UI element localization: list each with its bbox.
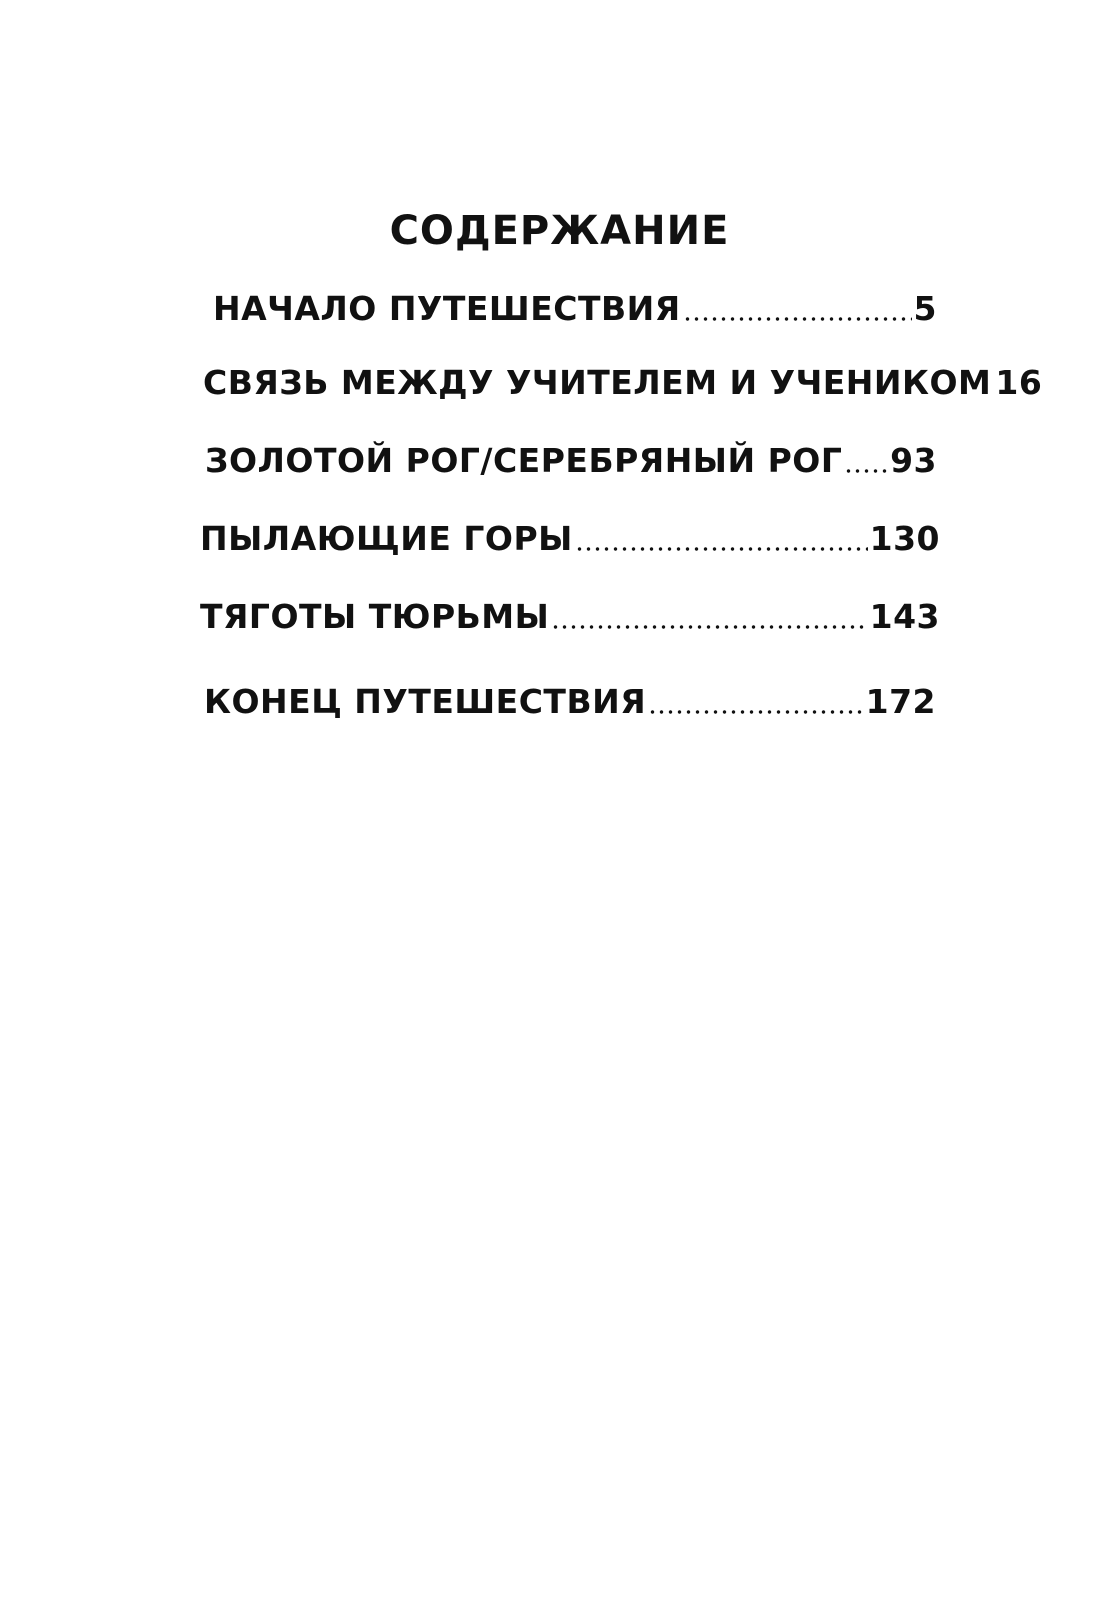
toc-entry — [203, 362, 1043, 404]
dot-leader — [844, 469, 888, 473]
toc-entry-title: ПЫЛАЮЩИЕ ГОРЫ — [200, 519, 573, 558]
toc-entry-title: НАЧАЛО ПУТЕШЕСТВИЯ — [213, 289, 681, 328]
dot-leader — [551, 625, 867, 629]
toc-entry-title: ТЯГОТЫ ТЮРЬМЫ — [200, 597, 550, 636]
toc-entry-title: КОНЕЦ ПУТЕШЕСТВИЯ — [204, 682, 647, 721]
dot-leader — [648, 710, 863, 714]
dot-leader — [683, 317, 912, 321]
toc-entry-page: 16 — [995, 363, 1043, 402]
toc-heading: СОДЕРЖАНИЕ — [389, 208, 730, 254]
toc-entry-page: 143 — [869, 597, 940, 636]
dot-leader — [575, 547, 868, 551]
toc-entry — [205, 440, 937, 482]
toc-entry — [200, 518, 940, 560]
toc-entry — [213, 288, 937, 330]
toc-entry — [200, 596, 940, 638]
toc-entry-page: 93 — [890, 441, 937, 480]
toc-entry — [204, 681, 936, 723]
toc-entry-title: ЗОЛОТОЙ РОГ/СЕРЕБРЯНЫЙ РОГ — [205, 441, 843, 480]
toc-entry-page: 130 — [869, 519, 940, 558]
toc-entry-title: СВЯЗЬ МЕЖДУ УЧИТЕЛЕМ И УЧЕНИКОМ — [203, 363, 992, 402]
toc-entry-page: 172 — [865, 682, 936, 721]
toc-entry-page: 5 — [913, 289, 937, 328]
